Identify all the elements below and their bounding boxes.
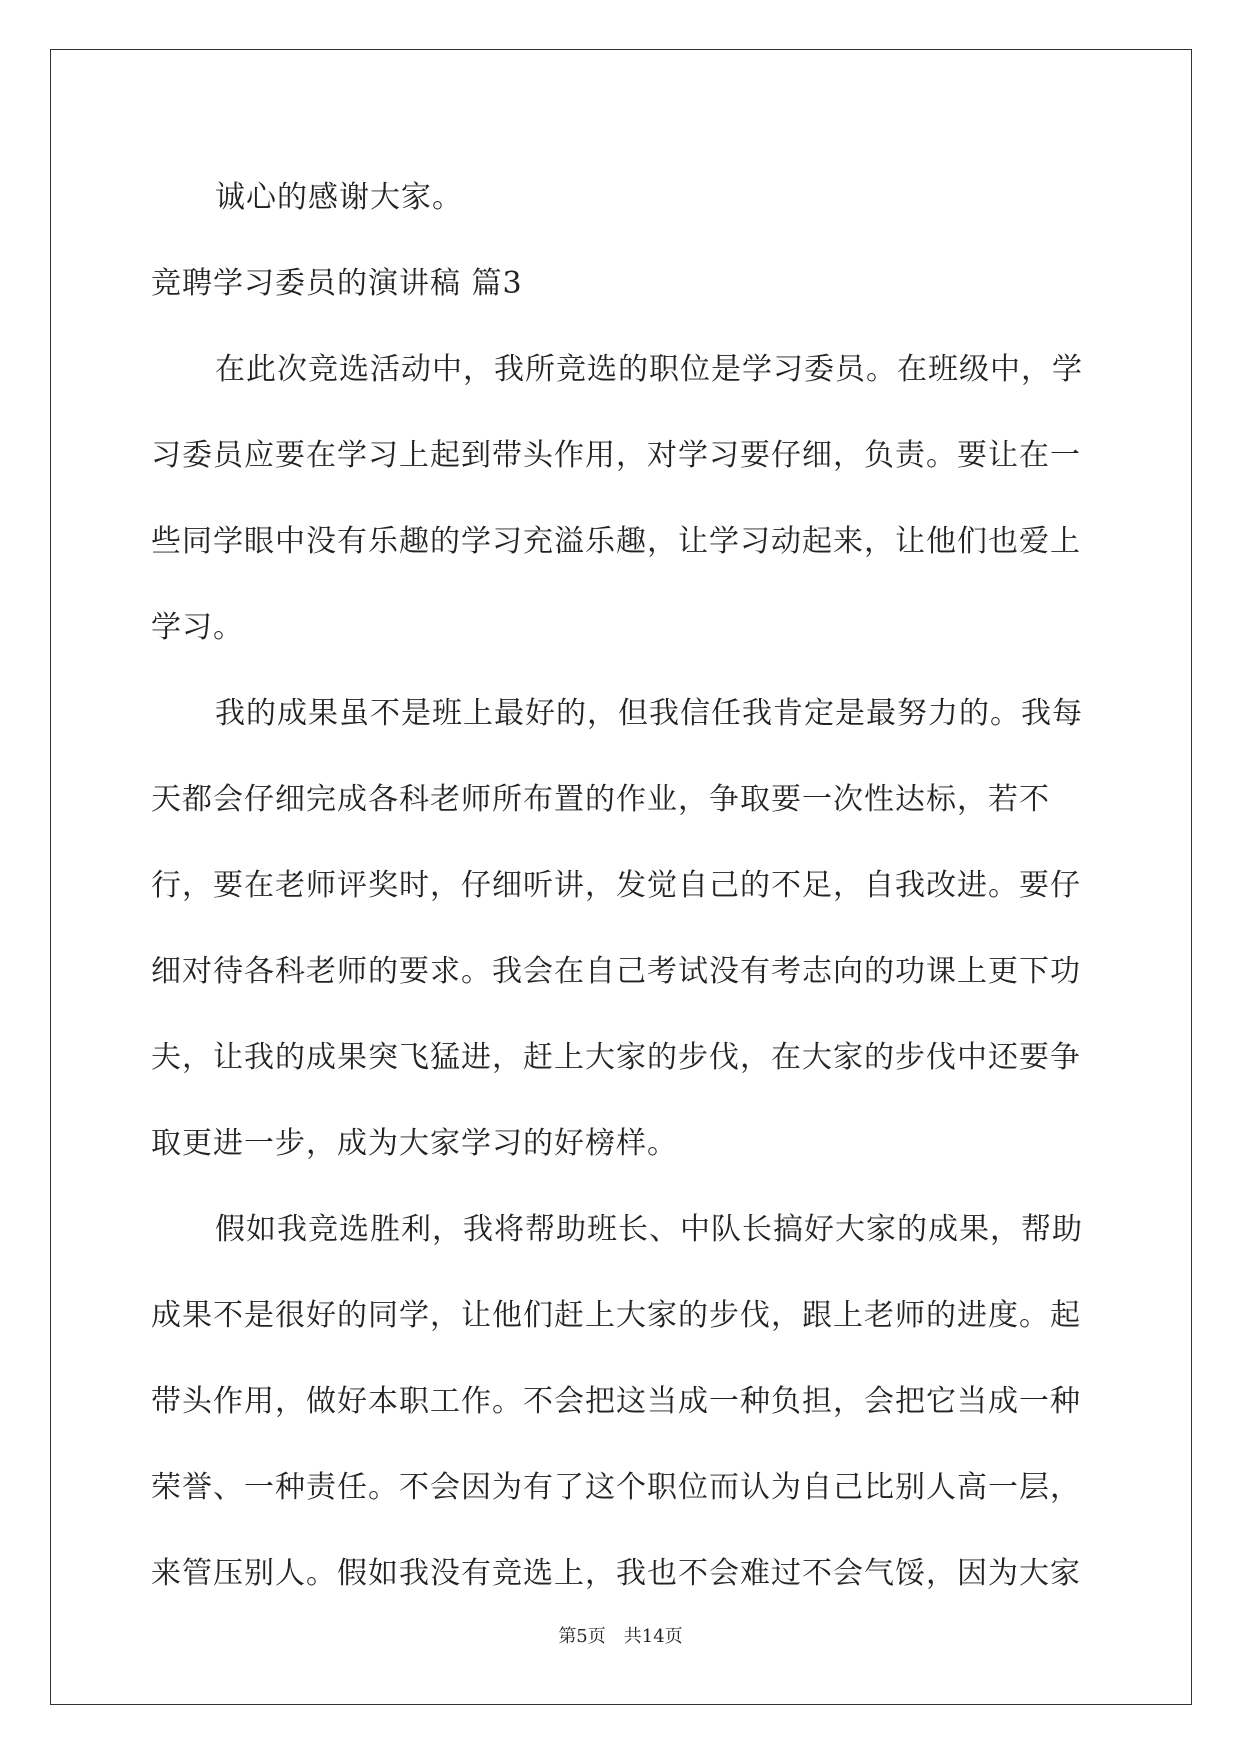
document-body [151, 155, 1091, 1617]
section-heading: 竞聘学习委员的演讲稿 篇3 [151, 266, 523, 301]
paragraph-thanks: 诚心的感谢大家。 [215, 180, 463, 215]
page-total: 共14页 [623, 1626, 683, 1647]
paragraph-effort: 我的成果虽不是班上最好的，但我信任我肯定是最努力的。我每天都会仔细完成各科老师所布置的作业，争取要一次性达标，若不行，要在老师评奖时，仔细听讲，发觉自己的不足，自我改进。要仔细对待各科老师的要求。我会在自己考试没有考志向的功课上更下功夫，让我的成果突飞猛进，赶上大家的步伐，在大家的步伐中还要争取更进一步，成为大家学习的好榜样。 [151, 696, 1083, 1161]
paragraph-intro: 在此次竞选活动中，我所竞选的职位是学习委员。在班级中，学习委员应要在学习上起到带头作用，对学习要仔细，负责。要让在一些同学眼中没有乐趣的学习充溢乐趣，让学习动起来，让他们也爱上学习。 [151, 352, 1083, 645]
paragraph-plan: 假如我竞选胜利，我将帮助班长、中队长搞好大家的成果，帮助成果不是很好的同学，让他们赶上大家的步伐，跟上老师的进度。起带头作用，做好本职工作。不会把这当成一种负担，会把它当成一种荣誉、一种责任。不会因为有了这个职位而认为自己比别人高一层，来管压别人。假如我没有竞选上，我也不会难过不会气馁，因为大家 [151, 1212, 1083, 1591]
page-number: 第5页 [558, 1626, 606, 1647]
page-footer [0, 1622, 1241, 1648]
